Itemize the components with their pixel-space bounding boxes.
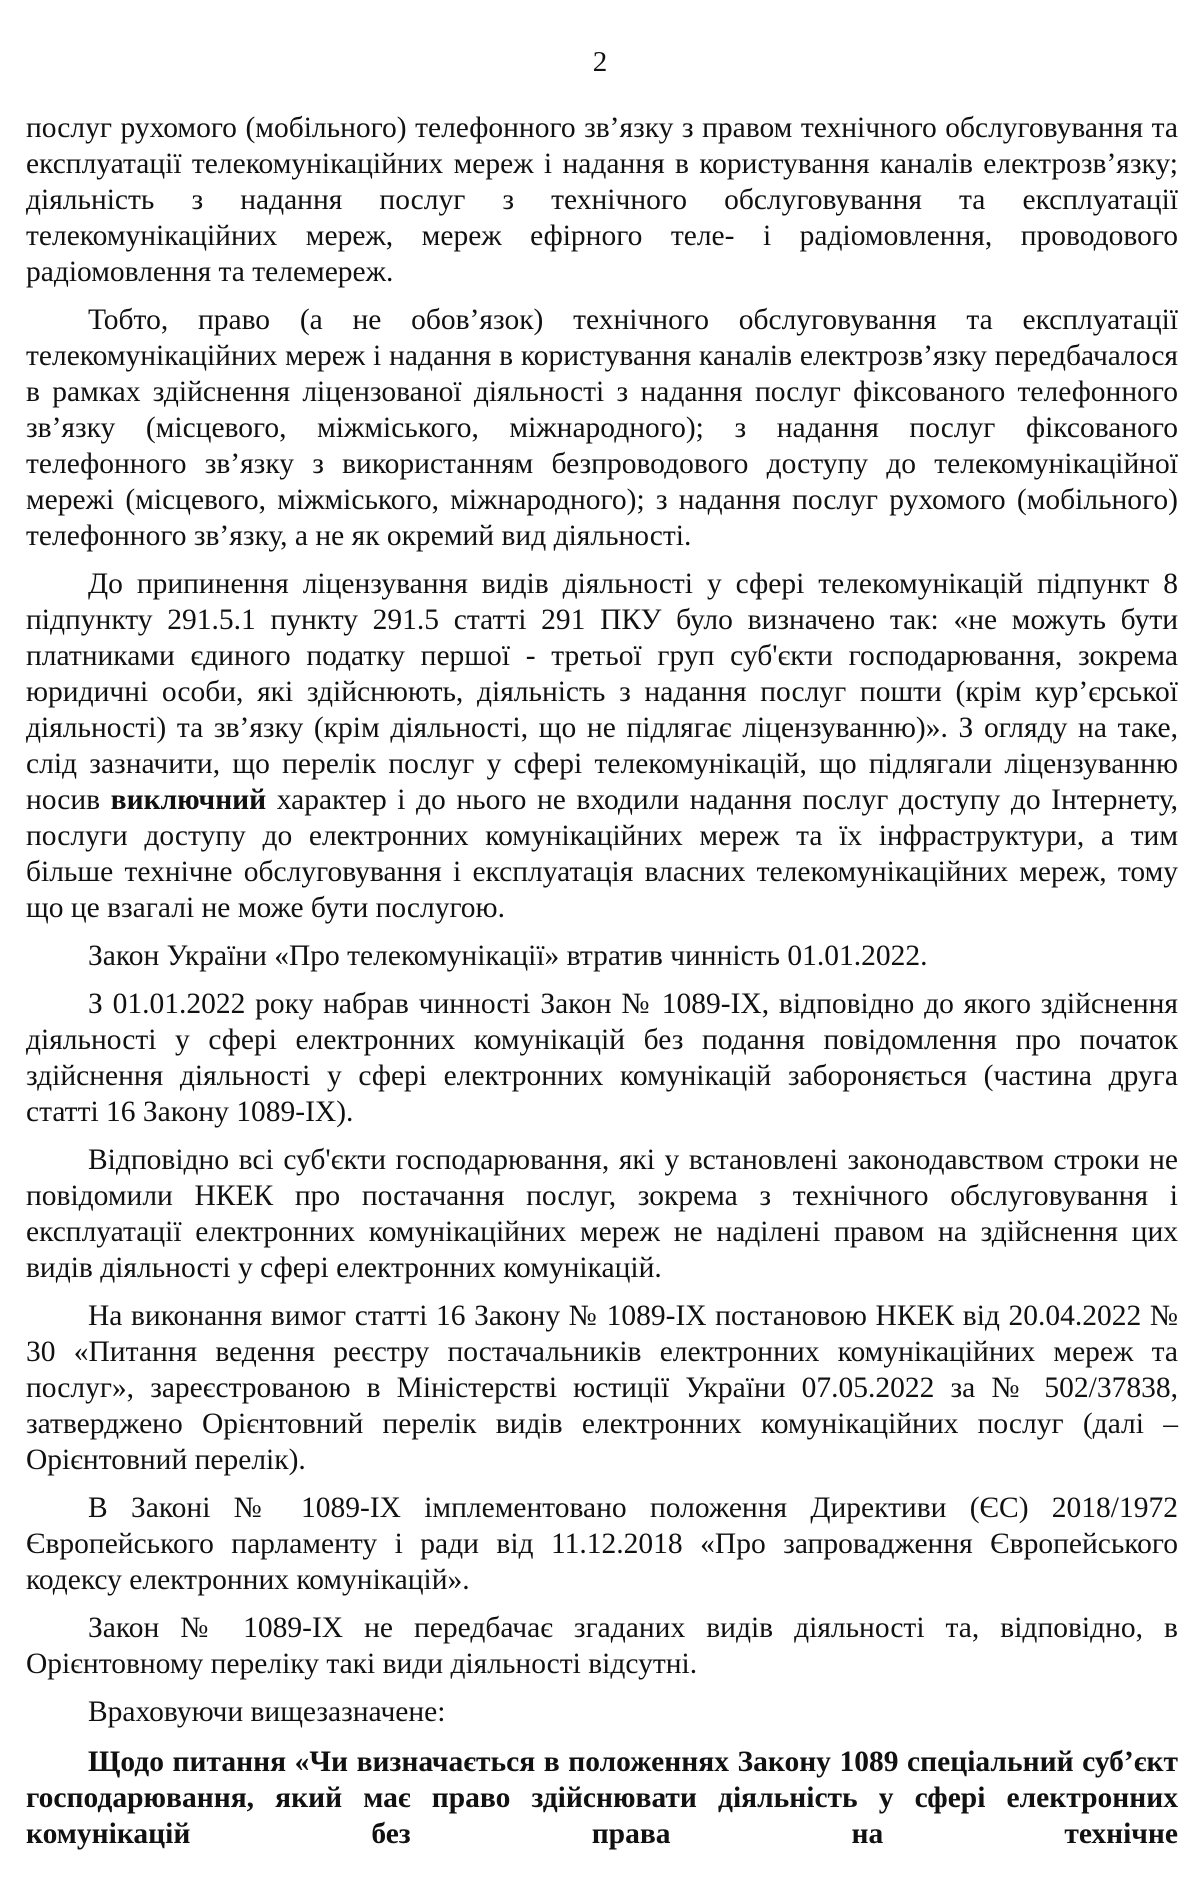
emphasis-text: виключний xyxy=(110,784,267,816)
paragraph: Закон № 1089-ІХ не передбачає згаданих видів діяльності та, відповідно, в Орієнтовному переліку такі види діяльності відсутні. xyxy=(26,1612,1178,1680)
paragraph: Враховуючи вищезазначене: xyxy=(88,1696,446,1728)
page-number: 2 xyxy=(592,46,608,78)
paragraph-continuation: послуг рухомого (мобільного) телефонного зв’язку з правом технічного обслуговування та експлуатації телекомунікаційних мереж і надання в користування каналів електрозв’язку; діяльність з надання послуг з технічного обслуговування та експлуатації телекомунікаційних мереж, мереж ефірного теле- і радіомовлення, проводового радіомовлення та телемереж. xyxy=(26,112,1178,288)
paragraph-with-emphasis xyxy=(26,566,1178,926)
paragraph-text: До припинення ліцензування видів діяльності у сфері телекомунікацій підпункт 8 підпункту 291.5.1 пункту 291.5 статті 291 ПКУ було визначено так: «не можуть бути платниками єдиного податку першої - третьої груп суб'єкти господарювання, зокрема юридичні особи, які здійснюють, діяльність з надання послуг пошти (крім кур’єрської діяльності) та зв’язку (крім діяльності, що не підлягає ліцензуванню)». З огляду на таке, слід зазначити, що перелік послуг у сфері телекомунікацій, що підлягали ліцензуванню носив xyxy=(26,568,1178,816)
paragraph-text: характер і до нього не входили надання послуг доступу до Інтернету, послуги доступу до електронних комунікаційних мереж та їх інфраструктури, а тим більше технічне обслуговування і експлуатація власних телекомунікаційних мереж, тому що це взагалі не може бути послугою. xyxy=(26,784,1179,924)
bold-question-paragraph: Щодо питання «Чи визначається в положеннях Закону 1089 спеціальний суб’єкт господарювання, який має право здійснювати діяльність у сфері електронних комунікацій без права на технічне xyxy=(26,1746,1178,1850)
paragraph: Відповідно всі суб'єкти господарювання, які у встановлені законодавством строки не повідомили НКЕК про постачання послуг, зокрема з технічного обслуговування і експлуатації електронних комунікаційних мереж не наділені правом на здійснення цих видів діяльності у сфері електронних комунікацій. xyxy=(26,1144,1178,1284)
paragraph: З 01.01.2022 року набрав чинності Закон № 1089-ІХ, відповідно до якого здійснення діяльності у сфері електронних комунікацій без подання повідомлення про початок здійснення діяльності у сфері електронних комунікацій забороняється (частина друга статті 16 Закону 1089-ІХ). xyxy=(26,988,1178,1128)
paragraph: В Законі № 1089-ІХ імплементовано положення Директиви (ЄС) 2018/1972 Європейського парламенту і ради від 11.12.2018 «Про запровадження Європейського кодексу електронних комунікацій». xyxy=(26,1492,1178,1596)
paragraph: Тобто, право (а не обов’язок) технічного обслуговування та експлуатації телекомунікаційних мереж і надання в користування каналів електрозв’язку передбачалося в рамках здійснення ліцензованої діяльності з надання послуг фіксованого телефонного зв’язку (місцевого, міжміського, міжнародного); з надання послуг фіксованого телефонного зв’язку з використанням безпроводового доступу до телекомунікаційної мережі (місцевого, міжміського, міжнародного); з надання послуг рухомого (мобільного) телефонного зв’язку, а не як окремий вид діяльності. xyxy=(26,304,1178,552)
paragraph: Закон України «Про телекомунікації» втратив чинність 01.01.2022. xyxy=(88,940,928,972)
paragraph: На виконання вимог статті 16 Закону № 1089-ІХ постановою НКЕК від 20.04.2022 № 30 «Питання ведення реєстру постачальників електронних комунікаційних мереж та послуг», зареєстрованою в Міністерстві юстиції України 07.05.2022 за № 502/37838, затверджено Орієнтовний перелік видів електронних комунікаційних послуг (далі – Орієнтовний перелік). xyxy=(26,1300,1178,1476)
document-body xyxy=(26,110,1178,1864)
